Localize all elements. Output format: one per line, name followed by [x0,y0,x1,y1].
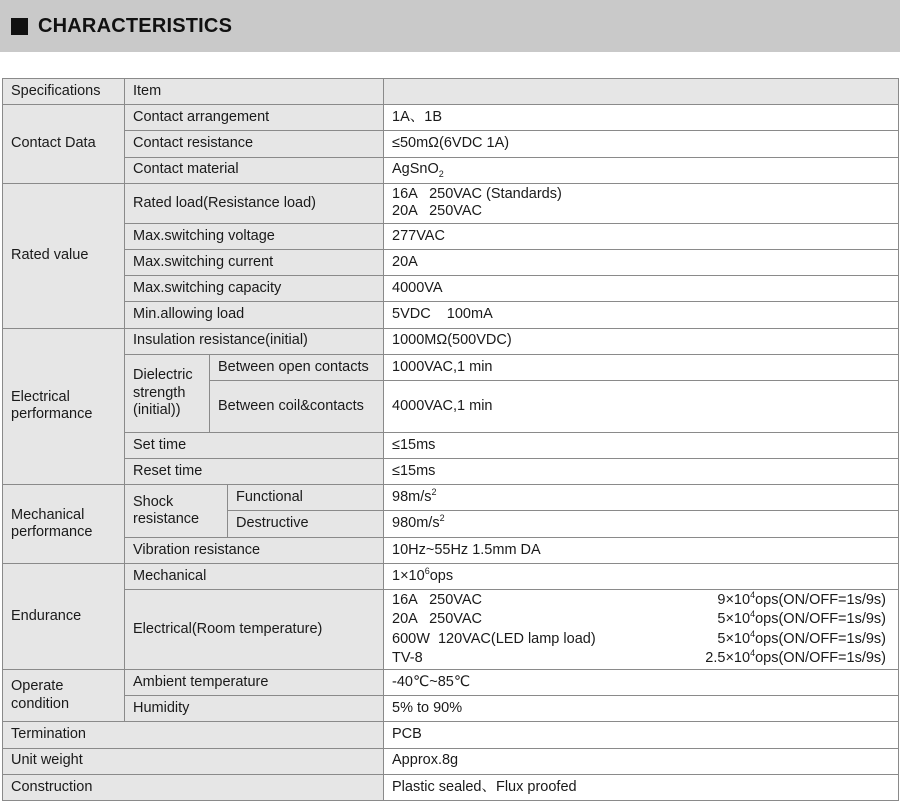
item-label: Termination [3,722,384,748]
header-value [384,79,899,105]
category-electrical-performance: Electrical performance [3,328,125,485]
header-item: Item [125,79,384,105]
item-value: $1\times 10^6ops$ [384,563,899,589]
category-operate-condition: Operate condition [3,670,125,722]
item-value: PCB [384,722,899,748]
item-label: Max.switching capacity [125,276,384,302]
item-value: $980m/s^2$ [384,511,899,537]
table-row [3,157,899,183]
section-header [0,0,900,52]
item-label: Insulation resistance(initial) [125,328,384,354]
item-label: Between open contacts [210,354,384,380]
item-label: Contact arrangement [125,105,384,131]
item-value: 5% to 90% [384,696,899,722]
item-value: 1000VAC,1 min [384,354,899,380]
table-row [3,105,899,131]
item-label: Rated load(Resistance load) [125,183,384,223]
table-row [3,328,899,354]
item-label: Max.switching voltage [125,223,384,249]
item-label: Electrical(Room temperature) [125,590,384,670]
item-value: 4000VAC,1 min [384,380,899,432]
table-row [3,223,899,249]
item-label: Max.switching current [125,249,384,275]
table-row [3,563,899,589]
table-row [3,183,899,223]
item-label: Vibration resistance [125,537,384,563]
item-label: Reset time [125,459,384,485]
table-row [3,722,899,748]
table-row [3,537,899,563]
item-label: Functional [228,485,384,511]
table-row [3,354,899,380]
list-item: 20A 250VAC $5\times 10^4ops(ON/OFF=1s/9s)$ [392,609,887,627]
item-value: Plastic sealed、Flux proofed [384,774,899,800]
section-title: CHARACTERISTICS [38,14,233,37]
item-label: Ambient temperature [125,670,384,696]
shock-resistance-label: Shock resistance [125,485,228,537]
item-label: Set time [125,432,384,458]
item-value: $98m/s^2$ [384,485,899,511]
table-row [3,774,899,800]
item-value: 5VDC 100mA [384,302,899,328]
table-row [3,696,899,722]
item-value: 1000MΩ(500VDC) [384,328,899,354]
category-contact-data: Contact Data [3,105,125,184]
header-specifications: Specifications [3,79,125,105]
table-row [3,590,899,670]
table-row [3,670,899,696]
endurance-electrical-values [384,590,899,670]
category-mechanical-performance: Mechanical performance [3,485,125,564]
item-label: Unit weight [3,748,384,774]
table-row [3,249,899,275]
item-value: 4000VA [384,276,899,302]
table-row [3,131,899,157]
square-bullet-icon [11,18,28,35]
item-value: -40℃~85℃ [384,670,899,696]
list-item: TV-8 $2.5\times 10^4ops(ON/OFF=1s/9s)$ [392,648,887,666]
item-value: 277VAC [384,223,899,249]
category-rated-value: Rated value [3,183,125,328]
item-label: Between coil&contacts [210,380,384,432]
table-row [3,459,899,485]
item-value: 20A [384,249,899,275]
item-value: ≤15ms [384,432,899,458]
item-label: Destructive [228,511,384,537]
item-label: Humidity [125,696,384,722]
item-value: AgSnO$_2$ [384,157,899,183]
item-label: Construction [3,774,384,800]
dielectric-strength-label: Dielectric strength (initial)) [125,354,210,432]
item-value: ≤15ms [384,459,899,485]
table-row [3,485,899,511]
table-row [3,748,899,774]
item-value: Approx.8g [384,748,899,774]
table-header-row [3,79,899,105]
characteristics-table [2,78,899,801]
list-item: 16A 250VAC $9\times 10^4ops(ON/OFF=1s/9s)$ [392,589,887,608]
item-value: ≤50mΩ(6VDC 1A) [384,131,899,157]
table-row [3,276,899,302]
item-value: 16A 250VAC (Standards) 20A 250VAC [384,183,899,223]
table-row [3,432,899,458]
item-label: Contact resistance [125,131,384,157]
category-endurance: Endurance [3,563,125,669]
item-label: Mechanical [125,563,384,589]
list-item: 600W 120VAC(LED lamp load) $5\times 10^4ops(ON/OFF=1s/9s)$ [392,628,887,647]
item-value: 1A、1B [384,105,899,131]
item-label: Contact material [125,157,384,183]
item-value: 10Hz~55Hz 1.5mm DA [384,537,899,563]
table-row [3,302,899,328]
item-label: Min.allowing load [125,302,384,328]
